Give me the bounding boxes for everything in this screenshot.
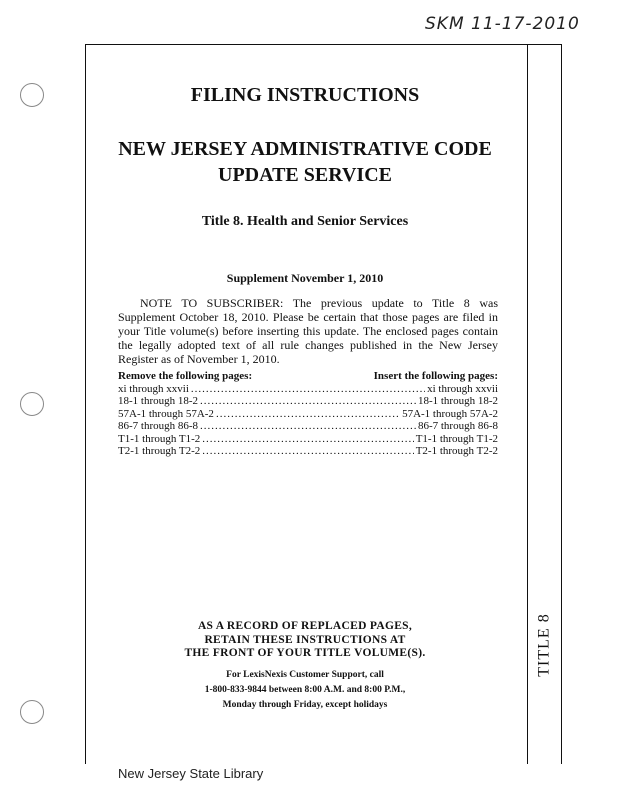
retain-instructions — [100, 620, 510, 661]
frame-left-border — [85, 44, 86, 764]
page-replacement-table — [118, 370, 498, 458]
insert-pages: 86-7 through 86-8 — [417, 420, 498, 432]
punch-hole-bottom — [20, 700, 44, 724]
table-row — [118, 395, 498, 408]
remove-pages: xi through xxvii — [118, 382, 189, 395]
subscriber-note: NOTE TO SUBSCRIBER: The previous update to Title 8 was Supplement October 18, 2010. Please be certain that those pages are filed in your Title volume(s) before inserting this update. The enclosed pages contain the legally adopted text of all rule changes published in the New Jersey Register as of November 1, 2010. — [118, 296, 498, 366]
table-header — [118, 370, 498, 383]
page-title: FILING INSTRUCTIONS — [190, 84, 420, 106]
insert-pages: T2-1 through T2-2 — [415, 445, 498, 457]
retain-line-3: THE FRONT OF YOUR TITLE VOLUME(S). — [184, 647, 426, 659]
frame-right-border — [561, 44, 562, 764]
remove-pages: 57A-1 through 57A-2 — [118, 407, 214, 420]
leader-dots — [200, 420, 416, 433]
customer-support-info — [100, 668, 510, 713]
leader-dots — [191, 383, 425, 396]
leader-dots — [200, 395, 416, 408]
retain-line-2: RETAIN THESE INSTRUCTIONS AT — [204, 633, 406, 646]
leader-dots — [202, 433, 413, 446]
insert-pages: xi through xxvii — [427, 382, 498, 395]
document-subtitle — [100, 136, 510, 188]
handwritten-note: SKM 11-17-2010 — [425, 14, 580, 34]
title-tab-label: TITLE 8 — [535, 613, 553, 677]
table-row — [118, 445, 498, 458]
subtitle-line-2: UPDATE SERVICE — [218, 164, 392, 186]
insert-pages: T1-1 through T1-2 — [415, 432, 498, 445]
library-stamp: New Jersey State Library — [118, 766, 264, 781]
frame-top-border — [85, 44, 561, 45]
remove-pages: T2-1 through T2-2 — [118, 445, 201, 457]
support-line-2: 1-800-833-9844 between 8:00 A.M. and 8:00 P.M., — [204, 685, 406, 695]
punch-hole-top — [20, 83, 44, 107]
retain-line-1: AS A RECORD OF REPLACED PAGES, — [197, 620, 413, 632]
leader-dots — [202, 445, 413, 458]
subtitle-line-1: NEW JERSEY ADMINISTRATIVE CODE — [118, 138, 492, 160]
leader-dots — [216, 408, 400, 421]
table-row — [118, 383, 498, 396]
table-row — [118, 420, 498, 433]
remove-pages: T1-1 through T1-2 — [118, 432, 201, 445]
title-tab — [528, 600, 561, 690]
table-row — [118, 408, 498, 421]
title-section-heading: Title 8. Health and Senior Services — [201, 214, 409, 229]
supplement-date: Supplement November 1, 2010 — [226, 271, 384, 285]
insert-pages: 18-1 through 18-2 — [417, 395, 498, 407]
support-line-1: For LexisNexis Customer Support, call — [226, 670, 384, 680]
remove-pages: 86-7 through 86-8 — [118, 420, 199, 432]
insert-header: Insert the following pages: — [373, 370, 498, 382]
remove-header: Remove the following pages: — [118, 370, 253, 382]
punch-hole-middle — [20, 392, 44, 416]
table-row — [118, 433, 498, 446]
support-line-3: Monday through Friday, except holidays — [222, 700, 388, 710]
remove-pages: 18-1 through 18-2 — [118, 395, 199, 407]
insert-pages: 57A-1 through 57A-2 — [402, 407, 498, 420]
